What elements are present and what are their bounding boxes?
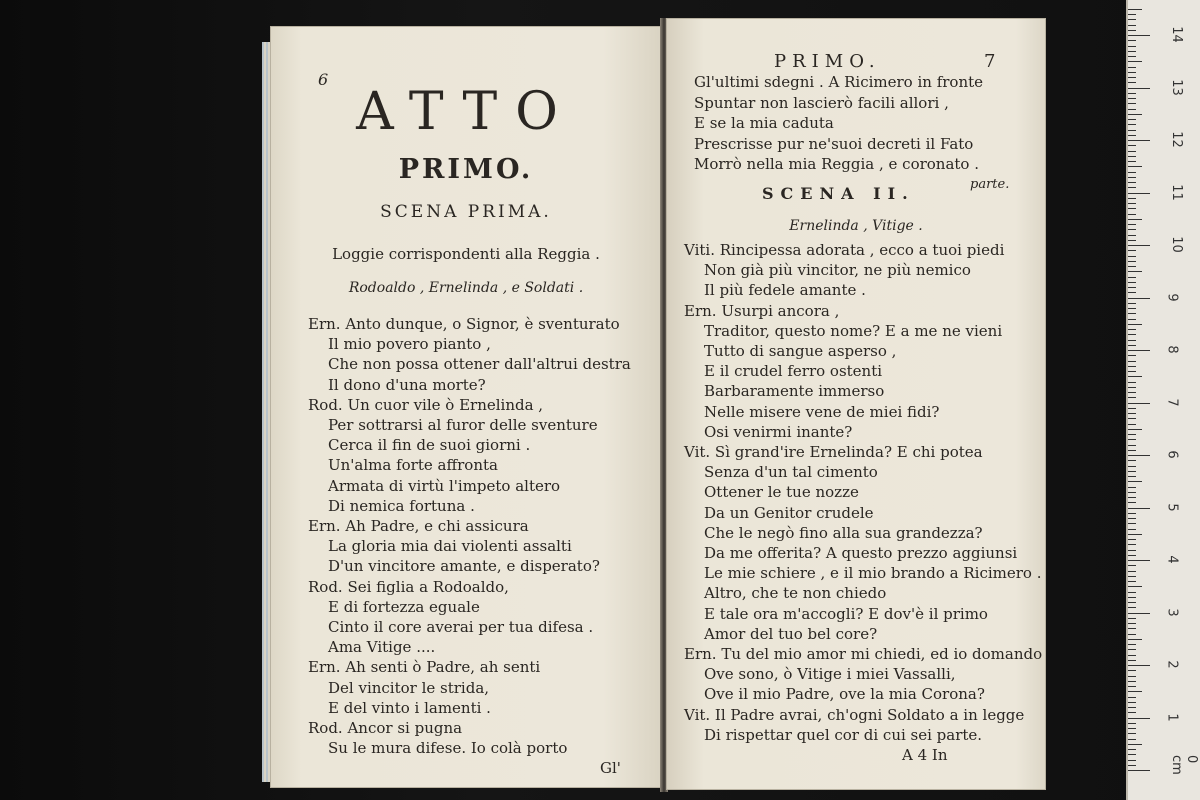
ruler-tick [1128, 739, 1136, 740]
ruler-tick [1128, 676, 1136, 677]
ruler-tick [1128, 324, 1142, 325]
ruler-tick [1128, 292, 1136, 293]
left-line: Rod. Un cuor vile ò Ernelinda , [308, 395, 544, 414]
right-top-line: parte. [970, 176, 1010, 192]
ruler-tick [1128, 508, 1150, 509]
ruler-tick [1128, 681, 1136, 682]
left-line: Su le mura difese. Io colà porto [328, 739, 568, 758]
ruler-tick [1128, 350, 1150, 351]
ruler-tick [1128, 723, 1136, 724]
ruler-tick [1128, 250, 1136, 251]
heading-primo: PRIMO. [398, 154, 534, 185]
ruler-tick [1128, 592, 1136, 593]
ruler-tick [1128, 550, 1136, 551]
ruler-tick [1128, 298, 1150, 299]
ruler-tick [1128, 313, 1136, 314]
ruler-number: 7 [1164, 397, 1180, 407]
left-line: La gloria mia dai violenti assalti [328, 537, 572, 556]
ruler-tick [1128, 623, 1136, 624]
ruler-tick [1128, 576, 1136, 577]
ruler-unit-label: 0 cm [1169, 755, 1199, 775]
ruler-number: 6 [1164, 450, 1180, 459]
ruler-tick [1128, 376, 1142, 377]
ruler-tick [1128, 46, 1136, 47]
ruler-tick [1128, 35, 1150, 36]
ruler-tick [1128, 25, 1136, 26]
ruler-tick [1128, 466, 1136, 467]
ruler-tick [1128, 19, 1136, 20]
right-line: Altro, che te non chiedo [704, 584, 887, 603]
ruler-tick [1128, 245, 1150, 246]
ruler-tick [1128, 418, 1136, 419]
ruler-number: 8 [1164, 345, 1180, 354]
ruler-tick [1128, 198, 1136, 199]
ruler-tick [1128, 529, 1136, 530]
ruler-tick [1128, 471, 1136, 472]
ruler-tick [1128, 151, 1136, 152]
ruler-tick [1128, 445, 1136, 446]
ruler-tick [1128, 655, 1136, 656]
ruler-tick [1128, 403, 1150, 404]
heading-atto: ATTO [356, 82, 576, 142]
ruler-tick [1128, 544, 1136, 545]
ruler-tick [1128, 334, 1136, 335]
right-line: Ottener le tue nozze [704, 483, 859, 502]
right-line: Amor del tuo bel core? [704, 624, 878, 643]
ruler-tick [1128, 660, 1136, 661]
ruler-tick [1128, 109, 1136, 110]
ruler-tick [1128, 361, 1136, 362]
right-line: Vit. Il Padre avrai, ch'ogni Soldato a in legge [684, 705, 1025, 724]
ruler-tick [1128, 77, 1136, 78]
ruler-tick [1128, 581, 1136, 582]
ruler-tick [1128, 208, 1136, 209]
ruler-tick [1128, 697, 1136, 698]
ruler-tick [1128, 455, 1150, 456]
ruler-tick [1128, 597, 1136, 598]
right-line: Da un Genitor crudele [704, 503, 874, 522]
ruler-tick [1128, 261, 1136, 262]
ruler-tick [1128, 224, 1136, 225]
right-line: Ove sono, ò Vitige i miei Vassalli, [704, 665, 956, 684]
ruler-tick [1128, 686, 1136, 687]
right-top-line: Morrò nella mia Reggia , e coronato . [694, 155, 979, 173]
ruler-tick [1128, 114, 1142, 115]
ruler-tick [1128, 744, 1142, 745]
ruler-tick [1128, 607, 1136, 608]
ruler-number: 14 [1168, 26, 1184, 43]
left-line: Il dono d'una morte? [328, 375, 486, 394]
ruler-tick [1128, 497, 1136, 498]
right-page-number: 7 [984, 51, 996, 72]
ruler-tick [1128, 9, 1142, 10]
right-line: Tutto di sangue asperso , [704, 342, 897, 360]
left-line: D'un vincitore amante, e disperato? [328, 557, 600, 576]
ruler-tick [1128, 628, 1136, 629]
ruler-tick [1128, 229, 1136, 230]
running-head: PRIMO. [774, 51, 881, 72]
right-line: Ove il mio Padre, ove la mia Corona? [704, 685, 985, 704]
ruler-tick [1128, 513, 1136, 514]
ruler-number: 11 [1168, 183, 1184, 201]
right-top-line: E se la mia caduta [694, 114, 834, 132]
ruler-tick [1128, 166, 1142, 167]
ruler-tick [1128, 618, 1136, 619]
left-line: Ern. Ah senti ò Padre, ah senti [308, 658, 541, 677]
right-line: Da me offerita? A questo prezzo aggiunsi [704, 544, 1018, 562]
left-line: Rod. Ancor si pugna [308, 719, 463, 737]
ruler-tick [1128, 702, 1136, 703]
ruler-tick [1128, 733, 1136, 734]
ruler-tick [1128, 124, 1136, 125]
ruler-tick [1128, 61, 1142, 62]
ruler-tick [1128, 271, 1142, 272]
ruler-tick [1128, 560, 1150, 561]
right-line: Senza d'un tal cimento [704, 463, 878, 482]
ruler-tick [1128, 765, 1136, 766]
right-line: Il più fedele amante . [704, 281, 866, 300]
ruler-tick [1128, 586, 1142, 587]
ruler-tick [1128, 98, 1136, 99]
ruler-tick [1128, 707, 1136, 708]
ruler-tick [1128, 571, 1136, 572]
ruler-tick [1128, 40, 1136, 41]
ruler-number: 13 [1168, 78, 1184, 96]
open-book [262, 12, 1050, 784]
ruler-tick [1128, 161, 1136, 162]
ruler-tick [1128, 602, 1136, 603]
ruler-tick [1128, 56, 1136, 57]
left-line: E del vinto i lamenti . [328, 698, 491, 717]
scene-ii-title: SCENA II. [762, 184, 915, 203]
measuring-ruler [1126, 0, 1200, 800]
ruler-tick [1128, 565, 1136, 566]
ruler-tick [1128, 639, 1142, 640]
left-page [270, 26, 662, 788]
ruler-tick [1128, 266, 1136, 267]
left-line: Armata di virtù l'impeto altero [328, 476, 561, 495]
ruler-tick [1128, 539, 1136, 540]
left-line: Che non possa ottener dall'altrui destra [328, 355, 631, 374]
left-line: Ern. Anto dunque, o Signor, è sventurato [308, 315, 620, 333]
ruler-tick [1128, 392, 1136, 393]
ruler-tick [1128, 665, 1150, 666]
left-line: E di fortezza eguale [328, 597, 480, 616]
ruler-number: 12 [1168, 131, 1184, 148]
left-line: Cinto il core averai per tua difesa . [328, 618, 594, 636]
ruler-tick [1128, 523, 1136, 524]
ruler-tick [1128, 450, 1136, 451]
ruler-tick [1128, 712, 1136, 713]
ruler-tick [1128, 187, 1136, 188]
ruler-tick [1128, 103, 1136, 104]
right-page [666, 18, 1046, 790]
ruler-tick [1128, 319, 1136, 320]
ruler-tick [1128, 476, 1136, 477]
right-line: Ern. Usurpi ancora , [684, 301, 840, 320]
ruler-tick [1128, 130, 1136, 131]
scene-characters: Rodoaldo , Ernelinda , e Soldati . [348, 280, 584, 296]
ruler-tick [1128, 235, 1136, 236]
ruler-tick [1128, 487, 1136, 488]
ruler-tick [1128, 718, 1150, 719]
ruler-tick [1128, 429, 1142, 430]
ruler-tick [1128, 366, 1136, 367]
scene-title: SCENA PRIMA. [380, 202, 552, 222]
ruler-tick [1128, 649, 1136, 650]
right-top-line: Spuntar non lascierò facili allori , [694, 93, 949, 112]
right-line: Viti. Rincipessa adorata , ecco a tuoi piedi [684, 241, 1005, 259]
ruler-tick [1128, 14, 1136, 15]
ruler-tick [1128, 287, 1136, 288]
ruler-tick [1128, 424, 1136, 425]
ruler-tick [1128, 282, 1136, 283]
ruler-tick [1128, 534, 1142, 535]
ruler-tick [1128, 770, 1150, 771]
right-top-line: Gl'ultimi sdegni . A Ricimero in fronte [694, 73, 984, 91]
ruler-tick [1128, 749, 1136, 750]
ruler-tick [1128, 277, 1136, 278]
ruler-tick [1128, 303, 1136, 304]
ruler-tick [1128, 203, 1136, 204]
ruler-tick [1128, 145, 1136, 146]
ruler-number: 9 [1164, 292, 1180, 302]
left-line: Ama Vitige .... [328, 638, 436, 657]
ruler-tick [1128, 382, 1136, 383]
ruler-tick [1128, 460, 1136, 461]
ruler-tick [1128, 219, 1142, 220]
ruler-tick [1128, 439, 1136, 440]
ruler-tick [1128, 502, 1136, 503]
ruler-tick [1128, 193, 1150, 194]
right-line: Barbaramente immerso [704, 382, 885, 401]
right-line: E il crudel ferro ostenti [704, 362, 883, 381]
ruler-tick [1128, 182, 1136, 183]
ruler-tick [1128, 728, 1136, 729]
scene-setting: Loggie corrispondenti alla Reggia . [332, 245, 600, 263]
ruler-tick [1128, 156, 1136, 157]
ruler-tick [1128, 256, 1136, 257]
ruler-tick [1128, 88, 1150, 89]
right-line: Osi venirmi inante? [704, 422, 853, 441]
ruler-tick [1128, 240, 1136, 241]
ruler-tick [1128, 518, 1136, 519]
ruler-tick [1128, 670, 1136, 671]
ruler-tick [1128, 613, 1150, 614]
ruler-tick [1128, 760, 1136, 761]
left-page-number: 6 [318, 70, 329, 89]
right-line: Che le negò fino alla sua grandezza? [704, 523, 983, 542]
ruler-tick [1128, 754, 1136, 755]
ruler-tick [1128, 691, 1142, 692]
ruler-number: 3 [1164, 607, 1180, 617]
ruler-number: 2 [1164, 660, 1180, 669]
left-line: Ern. Ah Padre, e chi assicura [308, 517, 529, 535]
ruler-tick [1128, 93, 1136, 94]
left-line: Cerca il fin de suoi giorni . [328, 436, 531, 455]
right-line: Traditor, questo nome? E a me ne vieni [704, 321, 1003, 340]
ruler-tick [1128, 82, 1136, 83]
ruler-number: 4 [1164, 555, 1180, 564]
ruler-number: 5 [1164, 502, 1180, 512]
ruler-tick [1128, 355, 1136, 356]
ruler-tick [1128, 481, 1142, 482]
left-line: Per sottrarsi al furor delle sventure [328, 416, 598, 434]
ruler-tick [1128, 51, 1136, 52]
right-line: Vit. Sì grand'ire Ernelinda? E chi potea [684, 443, 983, 461]
right-line: Di rispettar quel cor di cui sei parte. [704, 725, 983, 744]
left-line: Il mio povero pianto , [328, 335, 491, 354]
ruler-tick [1128, 329, 1136, 330]
ruler-tick [1128, 214, 1136, 215]
ruler-tick [1128, 140, 1150, 141]
right-line: Le mie schiere , e il mio brando a Ricimero . [704, 564, 1042, 583]
ruler-tick [1128, 172, 1136, 173]
ruler-tick [1128, 397, 1136, 398]
ruler-tick [1128, 408, 1136, 409]
ruler-tick [1128, 434, 1136, 435]
left-line: Del vincitor le strida, [328, 678, 490, 697]
ruler-tick [1128, 308, 1136, 309]
right-line: E tale ora m'accogli? E dov'è il primo [704, 604, 988, 623]
right-line: Ern. Tu del mio amor mi chiedi, ed io domando [684, 645, 1043, 663]
left-line: Un'alma forte affronta [328, 456, 498, 475]
left-line: Di nemica fortuna . [328, 496, 475, 515]
ruler-tick [1128, 413, 1136, 414]
ruler-tick [1128, 345, 1136, 346]
right-line: Non già più vincitor, ne più nemico [704, 261, 971, 280]
ruler-tick [1128, 371, 1136, 372]
ruler-tick [1128, 387, 1136, 388]
ruler-tick [1128, 634, 1136, 635]
ruler-tick [1128, 67, 1136, 68]
right-top-line: Prescrisse pur ne'suoi decreti il Fato [694, 134, 974, 153]
ruler-number: 1 [1164, 712, 1180, 722]
left-line: Gl' [600, 759, 621, 778]
right-line: A 4 In [902, 746, 948, 764]
ruler-tick [1128, 72, 1136, 73]
right-line: Nelle misere vene de miei fidi? [704, 402, 940, 421]
ruler-tick [1128, 135, 1136, 136]
ruler-tick [1128, 177, 1136, 178]
ruler-tick [1128, 555, 1136, 556]
ruler-tick [1128, 644, 1136, 645]
ruler-tick [1128, 340, 1136, 341]
ruler-tick [1128, 492, 1136, 493]
ruler-tick [1128, 119, 1136, 120]
ruler-number: 10 [1168, 236, 1184, 253]
left-line: Rod. Sei figlia a Rodoaldo, [308, 577, 509, 596]
ruler-tick [1128, 30, 1136, 31]
scene-ii-characters: Ernelinda , Vitige . [789, 218, 923, 234]
